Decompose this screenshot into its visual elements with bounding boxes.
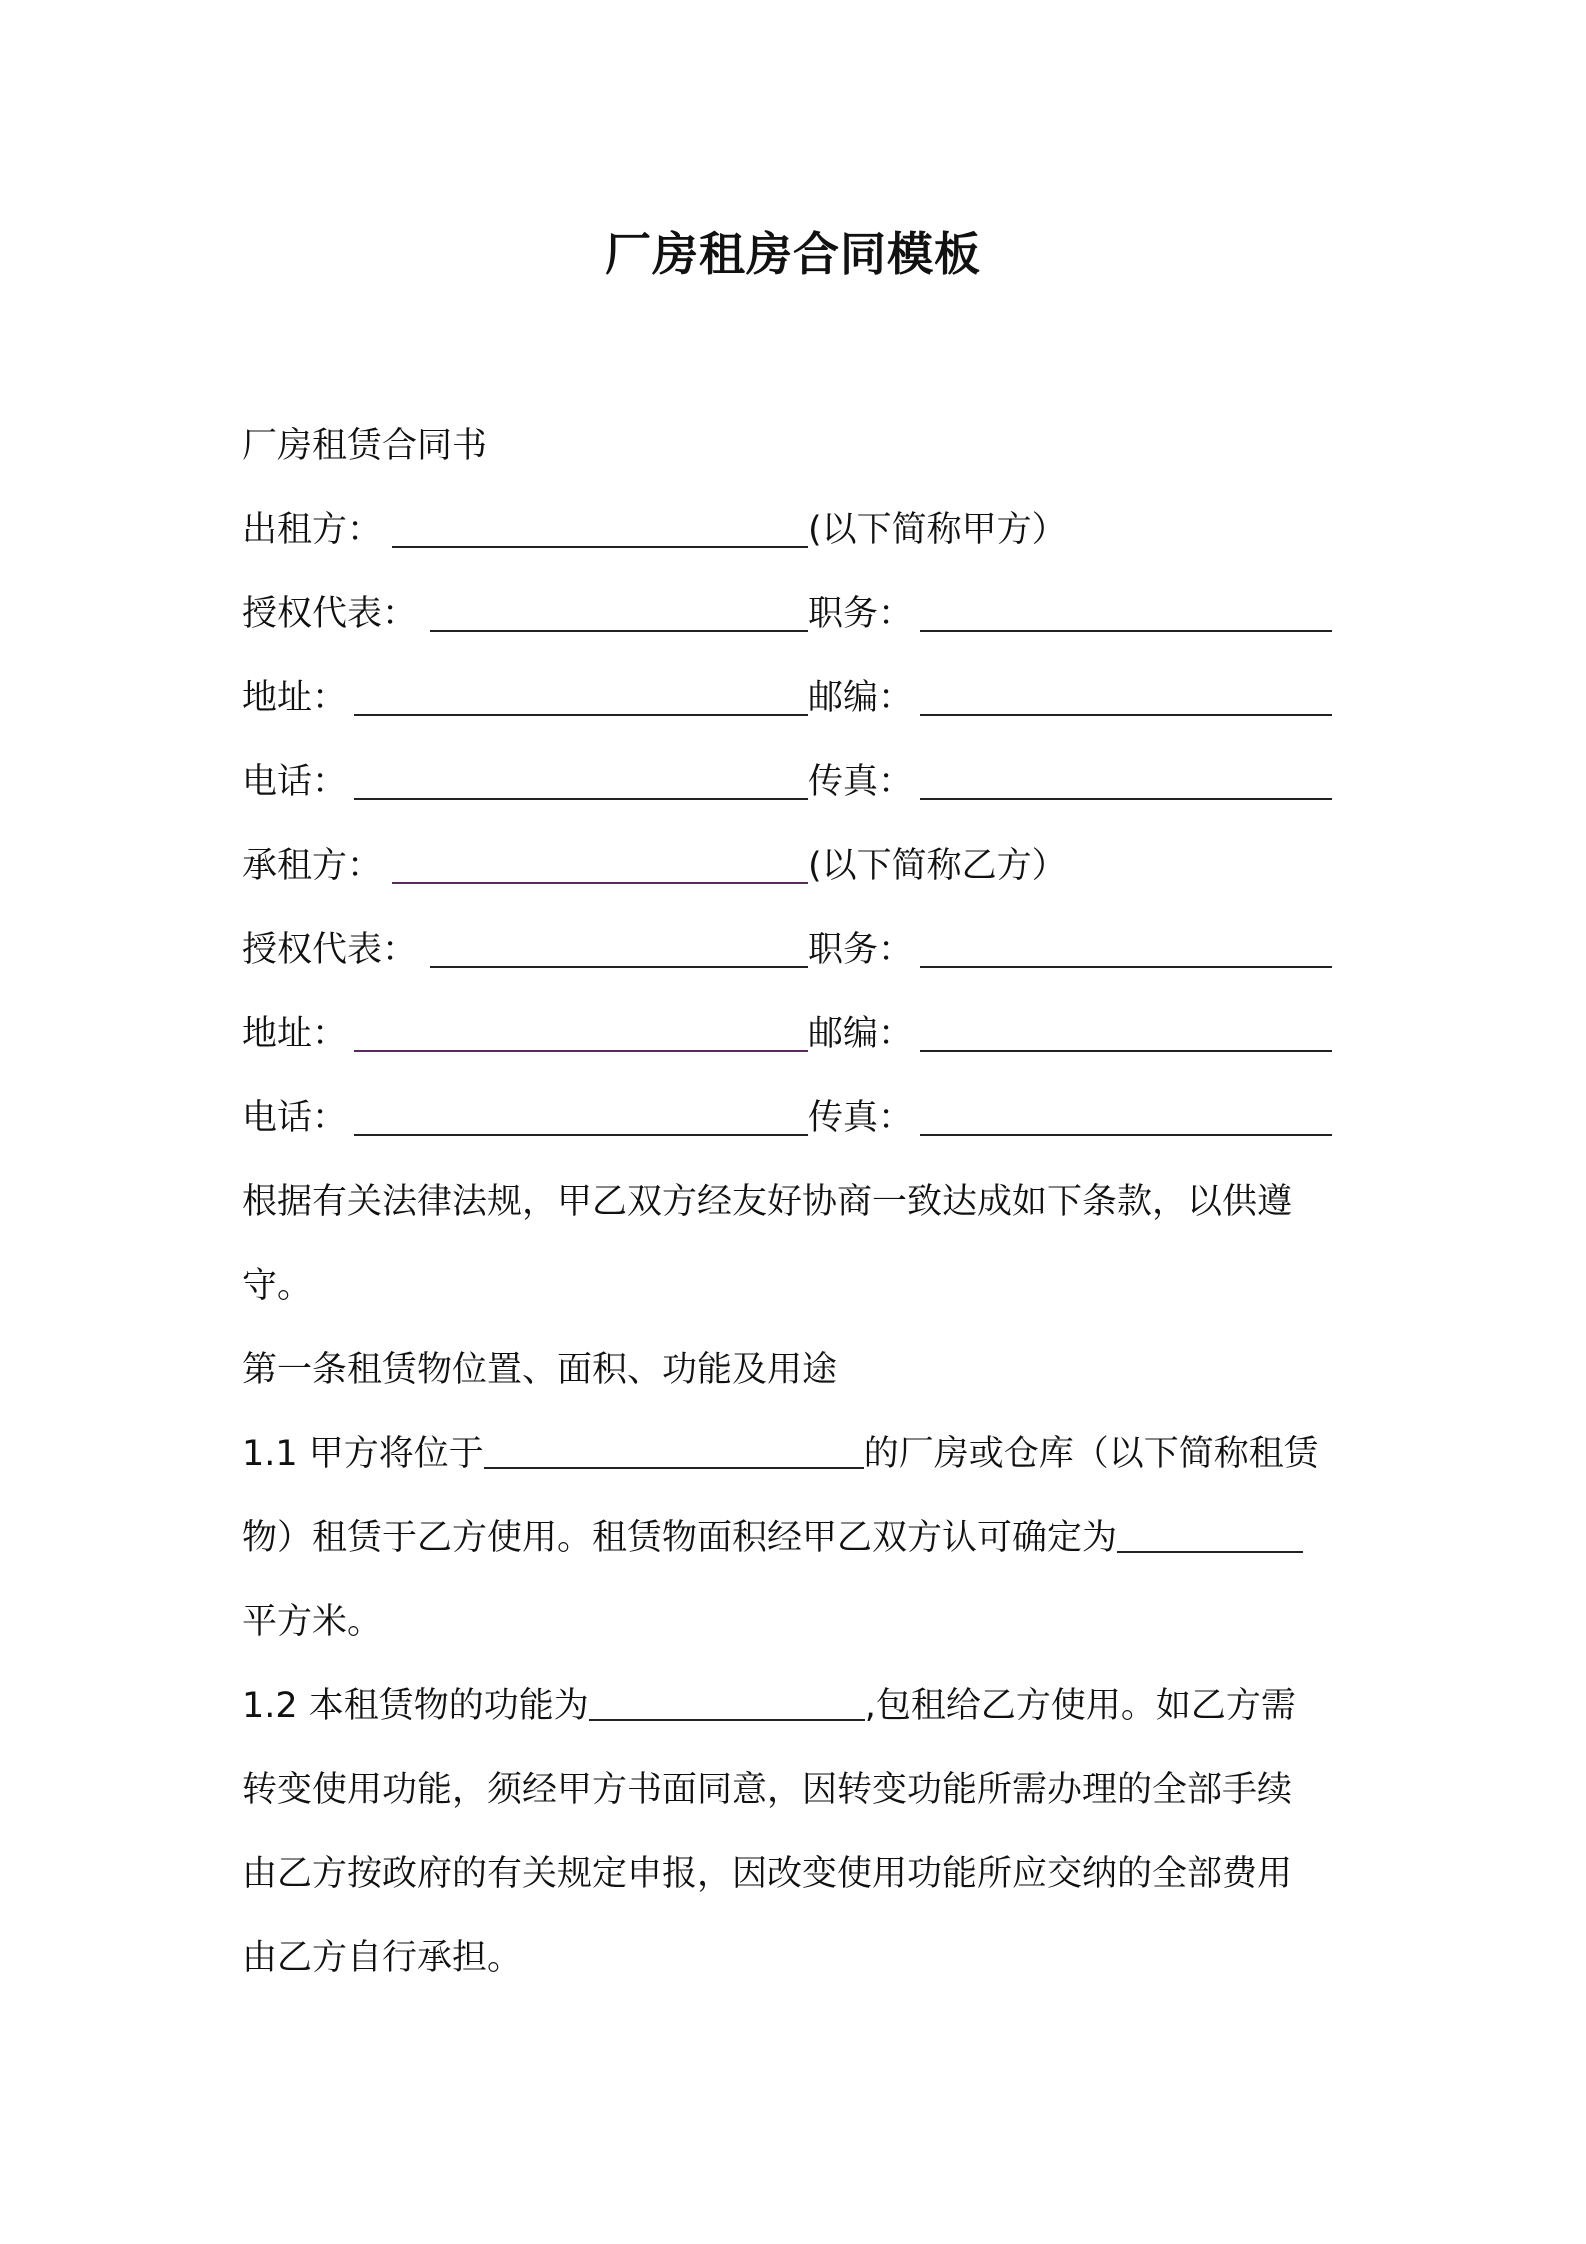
lessee-fax-label: 传真： — [808, 1098, 914, 1138]
lessor-suffix: (以下简称甲方） — [808, 510, 1067, 550]
article-1-heading: 第一条租赁物位置、面积、功能及用途 — [242, 1350, 838, 1390]
lessee-address-row — [242, 992, 1362, 1076]
lessee-name-blank[interactable] — [392, 882, 808, 884]
clause-1-1-area-blank[interactable] — [1117, 1521, 1303, 1553]
lessee-phone-row — [242, 1076, 1362, 1160]
clause-1-1-text-a: 1.1 甲方将位于 — [242, 1434, 484, 1474]
clause-1-2-line-2: 转变使用功能，须经甲方书面同意，因转变功能所需办理的全部手续 — [242, 1770, 1293, 1810]
lessor-label: 出租方： — [242, 510, 383, 550]
lessor-fax-label: 传真： — [808, 762, 914, 802]
clause-1-2-text-a: 1.2 本租赁物的功能为 — [242, 1686, 589, 1726]
lessor-row — [242, 488, 1362, 572]
lessee-rep-blank[interactable] — [430, 966, 808, 968]
lessee-suffix: (以下简称乙方） — [808, 846, 1067, 886]
clause-1-1-text-b: 的厂房或仓库（以下简称租赁 — [863, 1434, 1319, 1474]
lessee-position-blank[interactable] — [920, 966, 1332, 968]
lessor-position-label: 职务： — [808, 594, 914, 634]
lessee-label: 承租方： — [242, 846, 383, 886]
lessor-postcode-blank[interactable] — [920, 714, 1332, 716]
lessor-address-row — [242, 656, 1362, 740]
clause-1-2-text-b: ,包租给乙方使用。如乙方需 — [864, 1686, 1296, 1726]
lessee-position-label: 职务： — [808, 930, 914, 970]
clause-1-1-line-1 — [242, 1412, 1362, 1496]
lessee-postcode-label: 邮编： — [808, 1014, 914, 1054]
lessor-position-blank[interactable] — [920, 630, 1332, 632]
lessee-rep-label: 授权代表： — [242, 930, 418, 970]
lessor-phone-blank[interactable] — [354, 798, 808, 800]
lessee-address-label: 地址： — [242, 1014, 348, 1054]
lessee-phone-label: 电话： — [242, 1098, 348, 1138]
lessee-address-blank[interactable] — [354, 1050, 808, 1052]
document-body — [242, 404, 1362, 2000]
lessor-name-blank[interactable] — [392, 546, 808, 548]
clause-1-2-function-blank[interactable] — [589, 1689, 865, 1721]
clause-1-2-line-4: 由乙方自行承担。 — [242, 1938, 523, 1978]
lessee-row — [242, 824, 1362, 908]
lessor-phone-row — [242, 740, 1362, 824]
lessor-rep-blank[interactable] — [430, 630, 808, 632]
clause-1-2-line-3: 由乙方按政府的有关规定申报，因改变使用功能所应交纳的全部费用 — [242, 1854, 1293, 1894]
lessor-fax-blank[interactable] — [920, 798, 1332, 800]
intro-line-1: 根据有关法律法规，甲乙双方经友好协商一致达成如下条款，以供遵 — [242, 1182, 1293, 1222]
lessor-postcode-label: 邮编： — [808, 678, 914, 718]
lessor-rep-row — [242, 572, 1362, 656]
lessee-phone-blank[interactable] — [354, 1134, 808, 1136]
clause-1-1-line-3: 平方米。 — [242, 1602, 383, 1642]
lessor-rep-label: 授权代表： — [242, 594, 418, 634]
lessee-rep-row — [242, 908, 1362, 992]
clause-1-2-line-1 — [242, 1664, 1362, 1748]
lessee-fax-blank[interactable] — [920, 1134, 1332, 1136]
lessor-phone-label: 电话： — [242, 762, 348, 802]
contract-subtitle: 厂房租赁合同书 — [242, 426, 488, 466]
clause-1-1-line-2 — [242, 1496, 1362, 1580]
intro-line-2: 守。 — [242, 1266, 313, 1306]
clause-1-1-text-c: 物）租赁于乙方使用。租赁物面积经甲乙双方认可确定为 — [242, 1518, 1118, 1558]
lessee-postcode-blank[interactable] — [920, 1050, 1332, 1052]
clause-1-1-location-blank[interactable] — [484, 1437, 864, 1469]
document-title: 厂房租房合同模板 — [605, 227, 981, 281]
lessor-address-blank[interactable] — [354, 714, 808, 716]
lessor-address-label: 地址： — [242, 678, 348, 718]
